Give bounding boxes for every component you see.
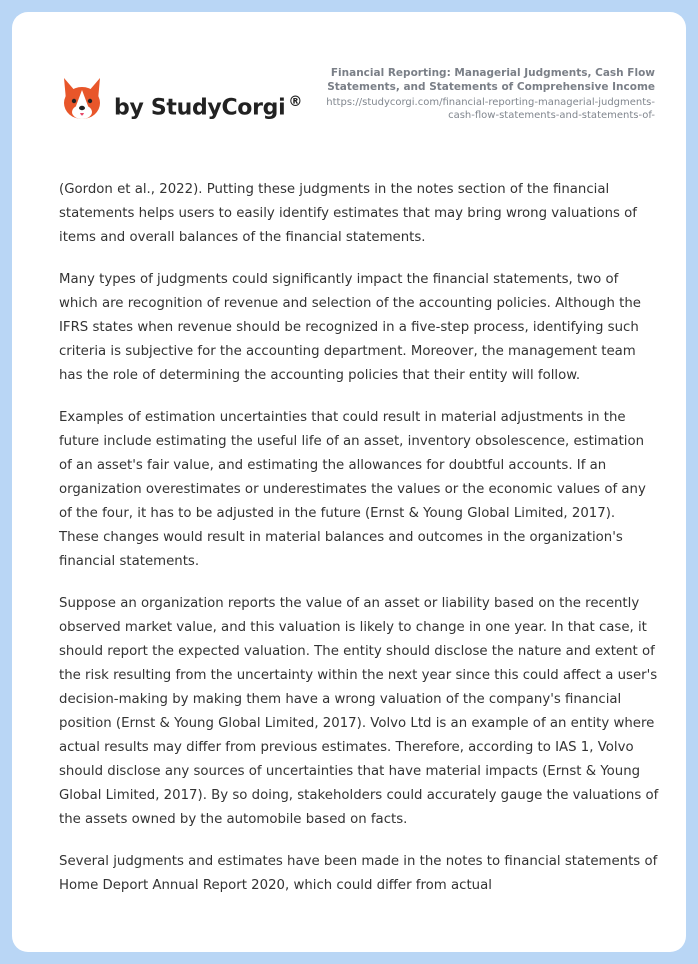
document-body	[59, 178, 659, 916]
brand-name	[114, 94, 302, 120]
document-meta	[315, 66, 655, 122]
registered-mark: ®	[288, 94, 303, 110]
page-card	[12, 12, 686, 952]
paragraph: Several judgments and estimates have been made in the notes to financial statements of Home Deport Annual Report 2020, which could differ from actual	[59, 854, 658, 893]
paragraph: Suppose an organization reports the value of an asset or liability based on the recently observed market value, and this valuation is likely to change in one year. In that case, it should report the expected valuation. The entity should disclose the nature and extent of the risk resulting from the uncertainty within the next year since this could affect a user's decision-making by making them have a wrong valuation of the company's financial position (Ernst & Young Global Limited, 2017). Volvo Ltd is an example of an entity where actual results may differ from previous estimates. Therefore, according to IAS 1, Volvo should disclose any sources of uncertainties that have material impacts (Ernst & Young Global Limited, 2017). By so doing, stakeholders could accurately gauge the valuations of the assets owned by the automobile based on facts.	[59, 596, 659, 827]
corgi-logo-icon	[60, 76, 104, 124]
paragraph: Many types of judgments could significantly impact the financial statements, two of which are recognition of revenue and selection of the accounting policies. Although the IFRS states when revenue should be recognized in a five-step process, identifying such criteria is subjective for the accounting department. Moreover, the management team has the role of determining the accounting policies that their entity will follow.	[59, 272, 641, 383]
brand-text: by StudyCorgi	[114, 95, 286, 121]
document-title: Financial Reporting: Managerial Judgments, Cash Flow Statements, and Statements of Comprehensive Income	[327, 67, 655, 93]
paragraph: Examples of estimation uncertainties that could result in material adjustments in the future include estimating the useful life of an asset, inventory obsolescence, estimation of an asset's fair value, and estimating the allowances for doubtful accounts. If an organization overestimates or underestimates the values or the economic values of any of the four, it has to be adjusted in the future (Ernst & Young Global Limited, 2017). These changes would result in material balances and outcomes in the organization's financial statements.	[59, 410, 646, 569]
studycorgi-logo[interactable]	[60, 76, 320, 136]
document-url[interactable]: https://studycorgi.com/financial-reporting-managerial-judgments-cash-flow-statements-and-statements-of-	[326, 97, 655, 121]
paragraph: (Gordon et al., 2022). Putting these judgments in the notes section of the financial statements helps users to easily identify estimates that may bring wrong valuations of items and overall balances of the financial statements.	[59, 182, 637, 245]
page-header	[12, 12, 686, 152]
